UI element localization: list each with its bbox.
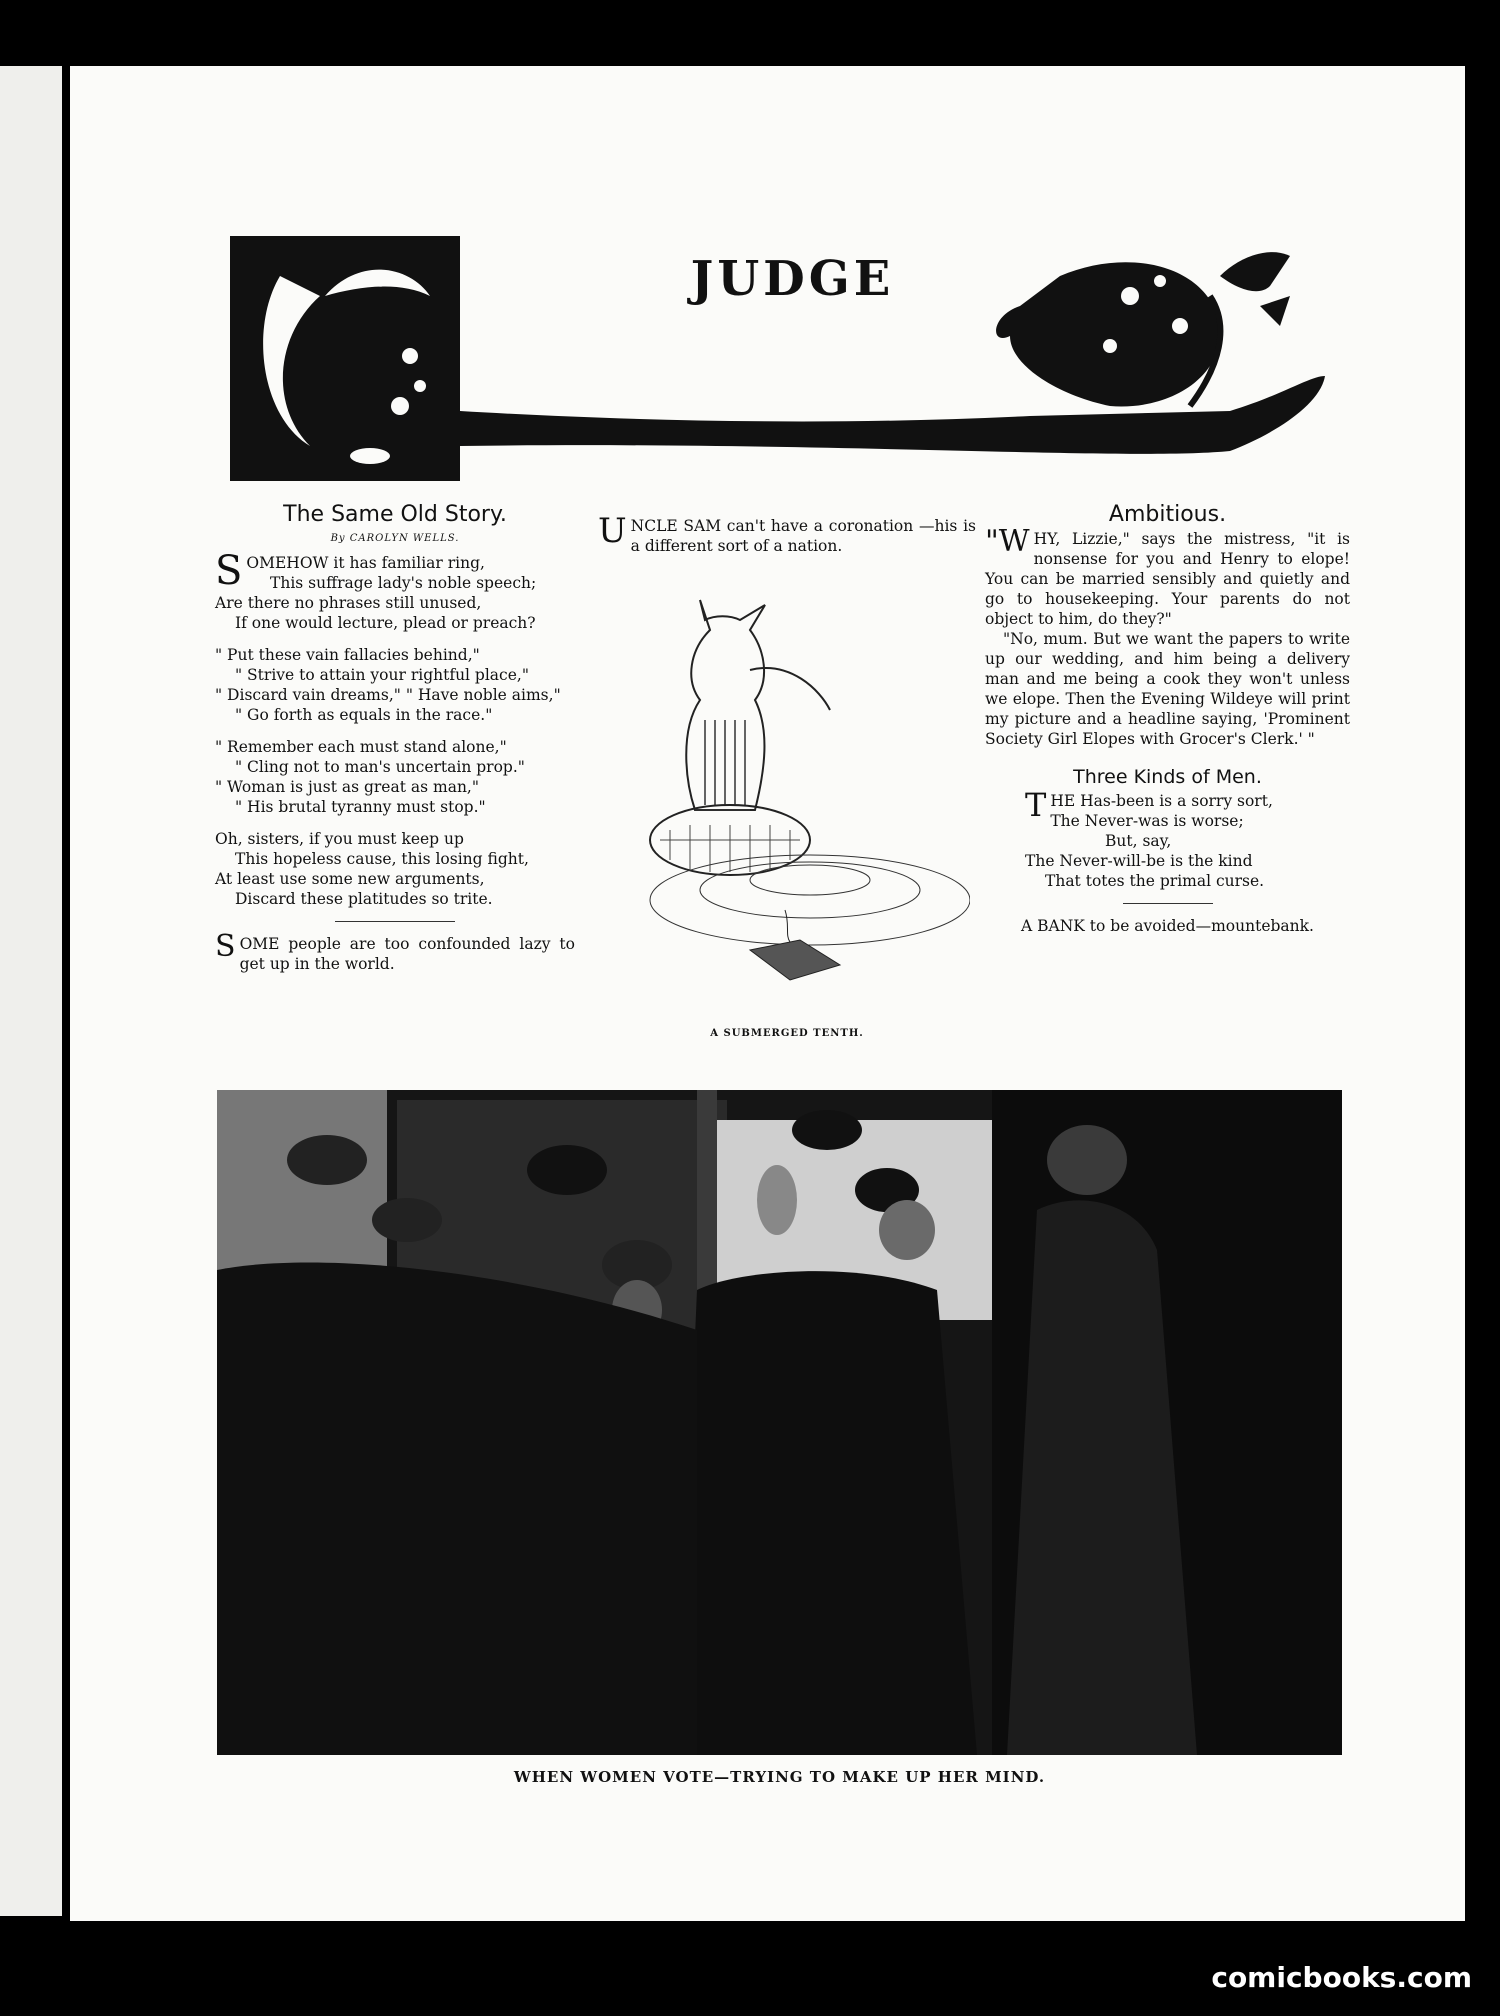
three-kinds-heading: Three Kinds of Men. [1073,766,1262,788]
poem-heading: The Same Old Story. [283,502,507,527]
stanza-1: S OMEHOW it has familiar ring, This suffrage lady's noble speech; Are there no phrases still unused, If one would lecture, plead or preach? [215,548,537,632]
masthead-banner [230,236,1355,486]
uncle-sam-joke: UNCLE SAM can't have a coronation —his is a different sort of a nation. [598,511,976,555]
column-center [598,511,976,556]
cat-illustration [590,580,970,1005]
column-left [215,502,575,974]
photo-caption: WHEN WOMEN VOTE—TRYING TO MAKE UP HER MIND. [513,1768,1046,1786]
illustration-caption: A SUBMERGED TENTH. [710,1028,864,1039]
ambitious-heading: Ambitious. [1108,502,1227,527]
masthead-title: JUDGE [690,251,895,307]
joke-lazy: SOME people are too confounded lazy to get up in the world. [215,929,575,973]
divider [335,921,455,922]
stanza-2: " Put these vain fallacies behind," " Strive to attain your rightful place," " Discard vain dreams," " Have noble aims," " Go forth as equals in the race." [215,646,561,724]
voting-photograph [217,1090,1342,1755]
stanza-3: " Remember each must stand alone," " Cling not to man's uncertain prop." " Woman is just as great as man," " His brutal tyranny must stop." [215,738,525,816]
three-kinds-poem: T HE Has-been is a sorry sort, The Never-was is worse; But, say, The Never-will-be is the kind That totes the primal curse. [1025,786,1273,890]
drop-cap: S [215,548,243,594]
watermark-brand: comicbooks.com [1211,1961,1472,1994]
submerged-tenth-illustration [590,580,970,1005]
ambitious-p2: "No, mum. But we want the papers to write up our wedding, and him being a delivery man and me being a cook they won't unless we elope. Then the Evening Wildeye will print my picture and a headline saying, 'Prominent Society Girl Elopes with Grocer's Clerk.' " [985,630,1350,748]
crowd-illustration [217,1090,1342,1755]
bank-joke: A BANK to be avoided—mountebank. [1021,917,1314,935]
divider [1123,903,1213,904]
byline: By CAROLYN WELLS. [330,533,460,544]
ambitious-p1: "WHY, Lizzie," says the mistress, "it is nonsense for you and Henry to elope! You can be married sensibly and quietly and go to housekeeping. Your parents do not object to him, do they?" [985,524,1350,628]
column-right [985,502,1350,936]
stanza-4: Oh, sisters, if you must keep up This hopeless cause, this losing fight, At least use some new arguments, Discard these platitudes so trite. [215,830,529,908]
facing-page-edge [0,66,62,1916]
